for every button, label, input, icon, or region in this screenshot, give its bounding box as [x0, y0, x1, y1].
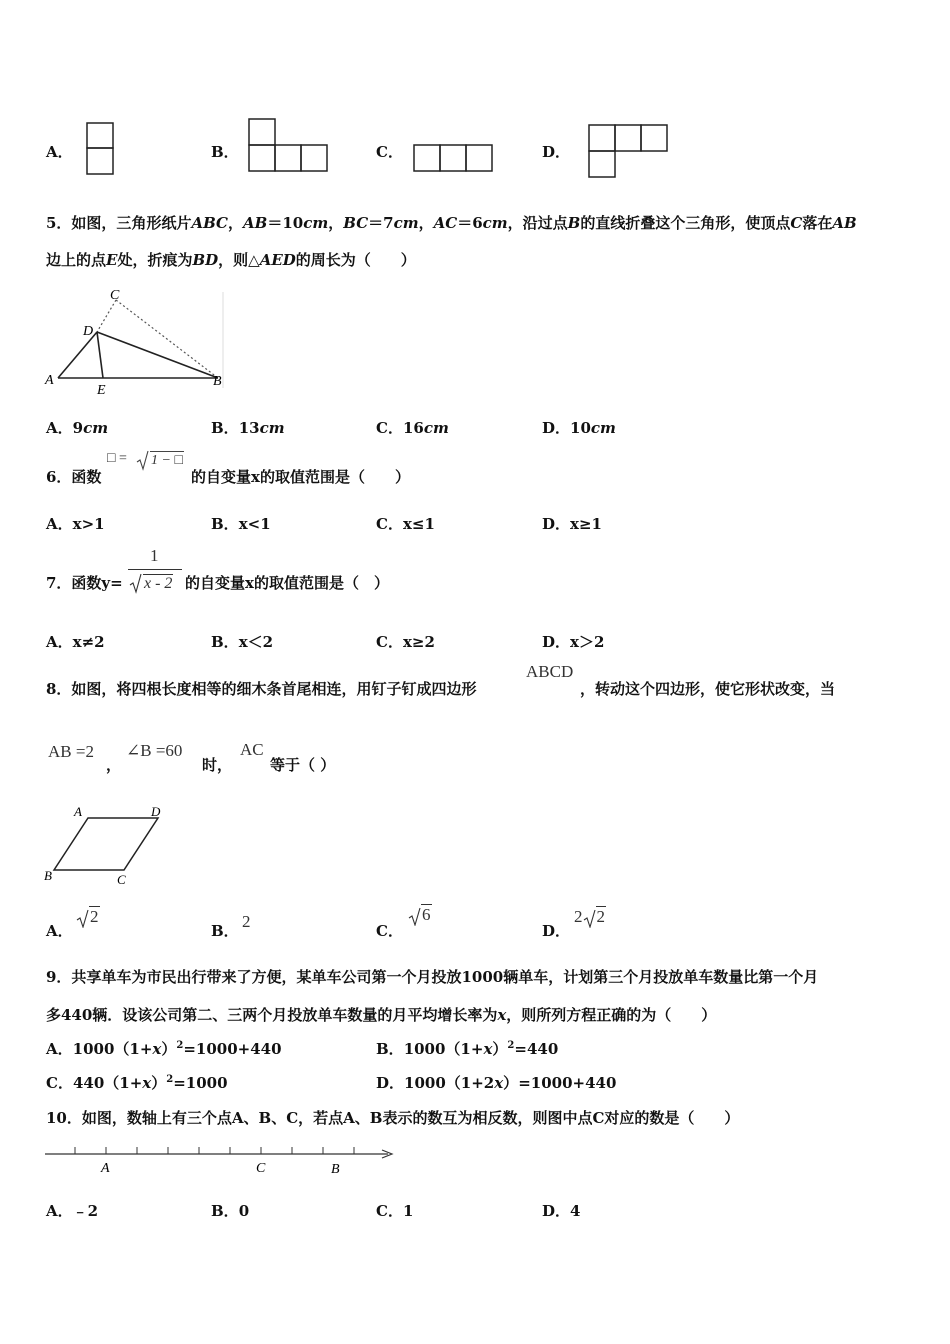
- option-label: A．: [46, 633, 73, 651]
- option-label: A．: [46, 1040, 73, 1058]
- q5-label-c: C: [110, 288, 120, 303]
- q8-rhombus: [54, 818, 158, 870]
- q4-option-b-figure: [248, 118, 330, 174]
- q4-option-a-label[interactable]: A．: [46, 143, 73, 161]
- q10-option-a[interactable]: [46, 1200, 98, 1221]
- radical-sign: [408, 906, 421, 926]
- radical-sign: [76, 908, 89, 928]
- q8-label-c: C: [117, 872, 126, 887]
- option-unit: cm: [83, 419, 109, 437]
- option-label: D．: [542, 1202, 571, 1220]
- q5-var: AED: [259, 251, 296, 269]
- q10-option-b[interactable]: [211, 1200, 249, 1221]
- q5-text: 处，折痕为: [117, 251, 193, 269]
- option-value: x＜2: [238, 633, 274, 651]
- option-value: x＞2: [570, 633, 605, 651]
- q7-fraction-bar: [128, 569, 182, 570]
- option-label: C．: [46, 1074, 73, 1092]
- q6-radical-sign: [136, 449, 150, 471]
- q7-radicand-text: x - 2: [144, 575, 173, 592]
- q5-var: B: [567, 214, 581, 232]
- q8-label-d: D: [151, 804, 161, 819]
- option-value: 10: [570, 419, 591, 437]
- radicand: 6: [422, 905, 431, 924]
- q4-option-d-label[interactable]: D．: [542, 143, 571, 161]
- q10-option-d[interactable]: [542, 1200, 580, 1221]
- radicand: 2: [596, 907, 605, 926]
- q5-text: 的周长为（ ）: [295, 251, 416, 269]
- q5-option-b[interactable]: [211, 417, 285, 438]
- option-text: ）: [151, 1074, 167, 1092]
- q5-text: ＝10: [267, 214, 304, 232]
- q5-label-b: B: [213, 374, 222, 389]
- option-value: x≠2: [72, 633, 105, 651]
- option-label: A．: [46, 419, 73, 437]
- radical-sign: [583, 908, 596, 928]
- q5-label-d: D: [83, 324, 94, 339]
- option-label: A．: [46, 515, 73, 533]
- option-value: 0: [238, 1202, 250, 1220]
- option-text: 1000（1+: [403, 1040, 484, 1058]
- q5-fold-line-cb: [116, 300, 218, 378]
- q5-var: AC: [433, 214, 458, 232]
- option-text: 1000（1+2: [404, 1074, 495, 1092]
- coefficient: 2: [574, 907, 583, 926]
- q5-text: ＝6: [457, 214, 483, 232]
- q5-var: AB: [243, 214, 268, 232]
- q5-var: BD: [192, 251, 219, 269]
- q5-crease-bd: [97, 332, 218, 378]
- option-var: x: [152, 1040, 162, 1058]
- q5-label-e: E: [97, 383, 106, 396]
- q8-condition-ab: AB =2: [48, 742, 94, 761]
- q5-text: ，: [418, 214, 434, 232]
- option-label: C．: [376, 419, 403, 437]
- q9-text: ，则所列方程正确的为（ ）: [506, 1006, 717, 1024]
- q4-option-d-figure: [588, 124, 670, 180]
- q10-label-c: C: [256, 1161, 266, 1176]
- q5-text: ，沿过点: [507, 214, 568, 232]
- q5-var: C: [790, 214, 803, 232]
- option-label: D．: [376, 1074, 405, 1092]
- option-label: C．: [376, 633, 403, 651]
- q5-unit: cm: [482, 214, 508, 232]
- q9-text: 多440辆．设该公司第二、三两个月投放单车数量的月平均增长率为: [46, 1006, 498, 1024]
- q8-comma: ，: [106, 756, 122, 774]
- q8-stem-line1-prefix: 8．如图，将四根长度相等的细木条首尾相连，用钉子钉成四边形: [46, 680, 477, 698]
- option-label: B．: [211, 633, 239, 651]
- q8-stem-line1-suffix: ，转动这个四边形，使它形状改变，当: [580, 680, 836, 698]
- q6-option-d[interactable]: [542, 513, 602, 534]
- q5-unit: cm: [393, 214, 419, 232]
- q6-formula-left: □ =: [107, 451, 127, 466]
- q8-rhombus-figure: [42, 800, 172, 890]
- option-var: x: [142, 1074, 152, 1092]
- q5-option-d[interactable]: [542, 417, 616, 438]
- q5-var: ABC: [191, 214, 228, 232]
- q5-stem-line1: [46, 212, 857, 233]
- option-value: 16: [402, 419, 424, 437]
- q9-stem-line1: 9．共享单车为市民出行带来了方便，某单车公司第一个月投放1000辆单车，计划第三个月投放单车数量比第一个月: [46, 968, 819, 986]
- q10-number-line: [42, 1142, 402, 1182]
- option-text: =1000: [173, 1074, 228, 1092]
- q8-option-d-label[interactable]: D．: [542, 922, 571, 940]
- q9-option-c[interactable]: [46, 1072, 228, 1093]
- q4-option-c-label[interactable]: C．: [376, 143, 403, 161]
- q5-segment-de: [97, 332, 103, 378]
- q9-option-a[interactable]: [46, 1038, 282, 1059]
- option-value: x≥1: [570, 515, 602, 533]
- option-text: =1000+440: [518, 1074, 617, 1092]
- q5-option-a[interactable]: [46, 417, 108, 438]
- option-var: x: [483, 1040, 493, 1058]
- q5-var: AB: [832, 214, 857, 232]
- option-label: C．: [376, 1202, 403, 1220]
- option-label: B．: [211, 419, 239, 437]
- q8-option-d-value[interactable]: [574, 908, 606, 928]
- q5-var: E: [106, 251, 118, 269]
- q9-option-d[interactable]: [376, 1072, 616, 1093]
- q9-option-b[interactable]: [376, 1038, 558, 1059]
- option-text: 1000（1+: [72, 1040, 153, 1058]
- q7-option-d[interactable]: [542, 631, 604, 652]
- option-text: 440（1+: [72, 1074, 143, 1092]
- radicand: 2: [90, 907, 99, 926]
- option-exponent: 2: [176, 1040, 184, 1051]
- q10-option-c[interactable]: [376, 1200, 413, 1221]
- option-label: B．: [211, 515, 239, 533]
- q7-radicand: [143, 574, 173, 593]
- option-text: ）: [492, 1040, 508, 1058]
- option-label: B．: [376, 1040, 404, 1058]
- q7-numerator: 1: [150, 546, 159, 565]
- option-var: x: [494, 1074, 504, 1092]
- option-value: 4: [570, 1202, 581, 1220]
- q5-option-c[interactable]: [376, 417, 449, 438]
- q6-option-b[interactable]: [211, 513, 271, 534]
- option-value: x≤1: [402, 515, 435, 533]
- q5-label-a: A: [45, 373, 54, 388]
- q10-label-a: A: [101, 1161, 110, 1176]
- q5-triangle-figure: [42, 284, 227, 396]
- q5-text: 的直线折叠这个三角形，使顶点: [580, 214, 791, 232]
- option-text: ）: [503, 1074, 519, 1092]
- option-text: =440: [514, 1040, 559, 1058]
- option-label: A．: [46, 1202, 73, 1220]
- q7-option-c[interactable]: [376, 631, 435, 652]
- q8-label-a: A: [74, 804, 82, 819]
- q6-prefix: 6．函数: [46, 468, 102, 486]
- q8-option-b-label[interactable]: B．: [211, 922, 239, 940]
- q7-option-a[interactable]: [46, 631, 105, 652]
- q5-text: 落在: [802, 214, 833, 232]
- q8-equals: 等于（ ）: [270, 756, 336, 774]
- option-unit: cm: [259, 419, 285, 437]
- q6-suffix: 的自变量x的取值范围是（ ）: [191, 468, 410, 486]
- q7-radical-sign: [129, 572, 143, 594]
- q7-suffix: 的自变量x的取值范围是（ ）: [185, 574, 389, 592]
- q8-when: 时，: [202, 756, 233, 774]
- option-label: C．: [376, 515, 403, 533]
- q8-label-b: B: [44, 868, 52, 883]
- q7-option-b[interactable]: [211, 631, 273, 652]
- q5-stem-line2: [46, 249, 416, 270]
- q5-unit: cm: [303, 214, 329, 232]
- q9-var: x: [497, 1006, 507, 1024]
- q8-option-c-value[interactable]: [408, 906, 432, 926]
- q8-option-a-label[interactable]: A．: [46, 922, 73, 940]
- option-label: B．: [211, 1202, 239, 1220]
- option-unit: cm: [423, 419, 449, 437]
- q5-fold-line-cd: [97, 300, 116, 332]
- q8-option-b-value[interactable]: 2: [242, 912, 251, 931]
- option-label: D．: [542, 419, 571, 437]
- option-value: x≥2: [402, 633, 435, 651]
- option-value: ﹣2: [72, 1202, 99, 1220]
- option-value: x>1: [72, 515, 105, 533]
- q7-prefix: 7．函数y=: [46, 574, 123, 592]
- q9-stem-line2: [46, 1004, 716, 1025]
- q4-option-c-figure: [413, 144, 495, 174]
- q6-option-a[interactable]: [46, 513, 105, 534]
- q8-condition-angle: ∠B =60: [126, 741, 183, 760]
- q8-option-a-value[interactable]: [76, 908, 100, 928]
- q5-var: BC: [343, 214, 369, 232]
- option-value: 13: [238, 419, 260, 437]
- option-label: D．: [542, 515, 571, 533]
- q6-option-c[interactable]: [376, 513, 435, 534]
- q10-ticks: [75, 1147, 354, 1154]
- option-value: 1: [402, 1202, 414, 1220]
- q6-formula-radicand: 1 − □: [151, 453, 183, 468]
- q10-label-b: B: [331, 1162, 340, 1177]
- option-exponent: 2: [166, 1074, 174, 1085]
- option-value: 9: [72, 419, 84, 437]
- q8-quad-name: ABCD: [526, 662, 574, 681]
- q4-option-b-label[interactable]: B．: [211, 143, 239, 161]
- q4-option-a-figure: [86, 122, 116, 177]
- option-text: ）: [161, 1040, 177, 1058]
- q5-text: ，: [228, 214, 244, 232]
- q10-stem: 10．如图，数轴上有三个点A、B、C，若点A、B表示的数互为相反数，则图中点C对应的数是（ ）: [46, 1109, 740, 1127]
- option-exponent: 2: [507, 1040, 515, 1051]
- q5-text: 5．如图，三角形纸片: [46, 214, 192, 232]
- q8-target-ac: AC: [240, 740, 264, 759]
- option-value: x<1: [238, 515, 271, 533]
- q5-text: ，则△: [218, 251, 260, 269]
- option-text: =1000+440: [183, 1040, 282, 1058]
- q5-text: ，: [328, 214, 344, 232]
- option-unit: cm: [590, 419, 616, 437]
- q8-option-c-label[interactable]: C．: [376, 922, 403, 940]
- q5-text: ＝7: [368, 214, 394, 232]
- option-label: D．: [542, 633, 571, 651]
- q5-text: 边上的点: [46, 251, 107, 269]
